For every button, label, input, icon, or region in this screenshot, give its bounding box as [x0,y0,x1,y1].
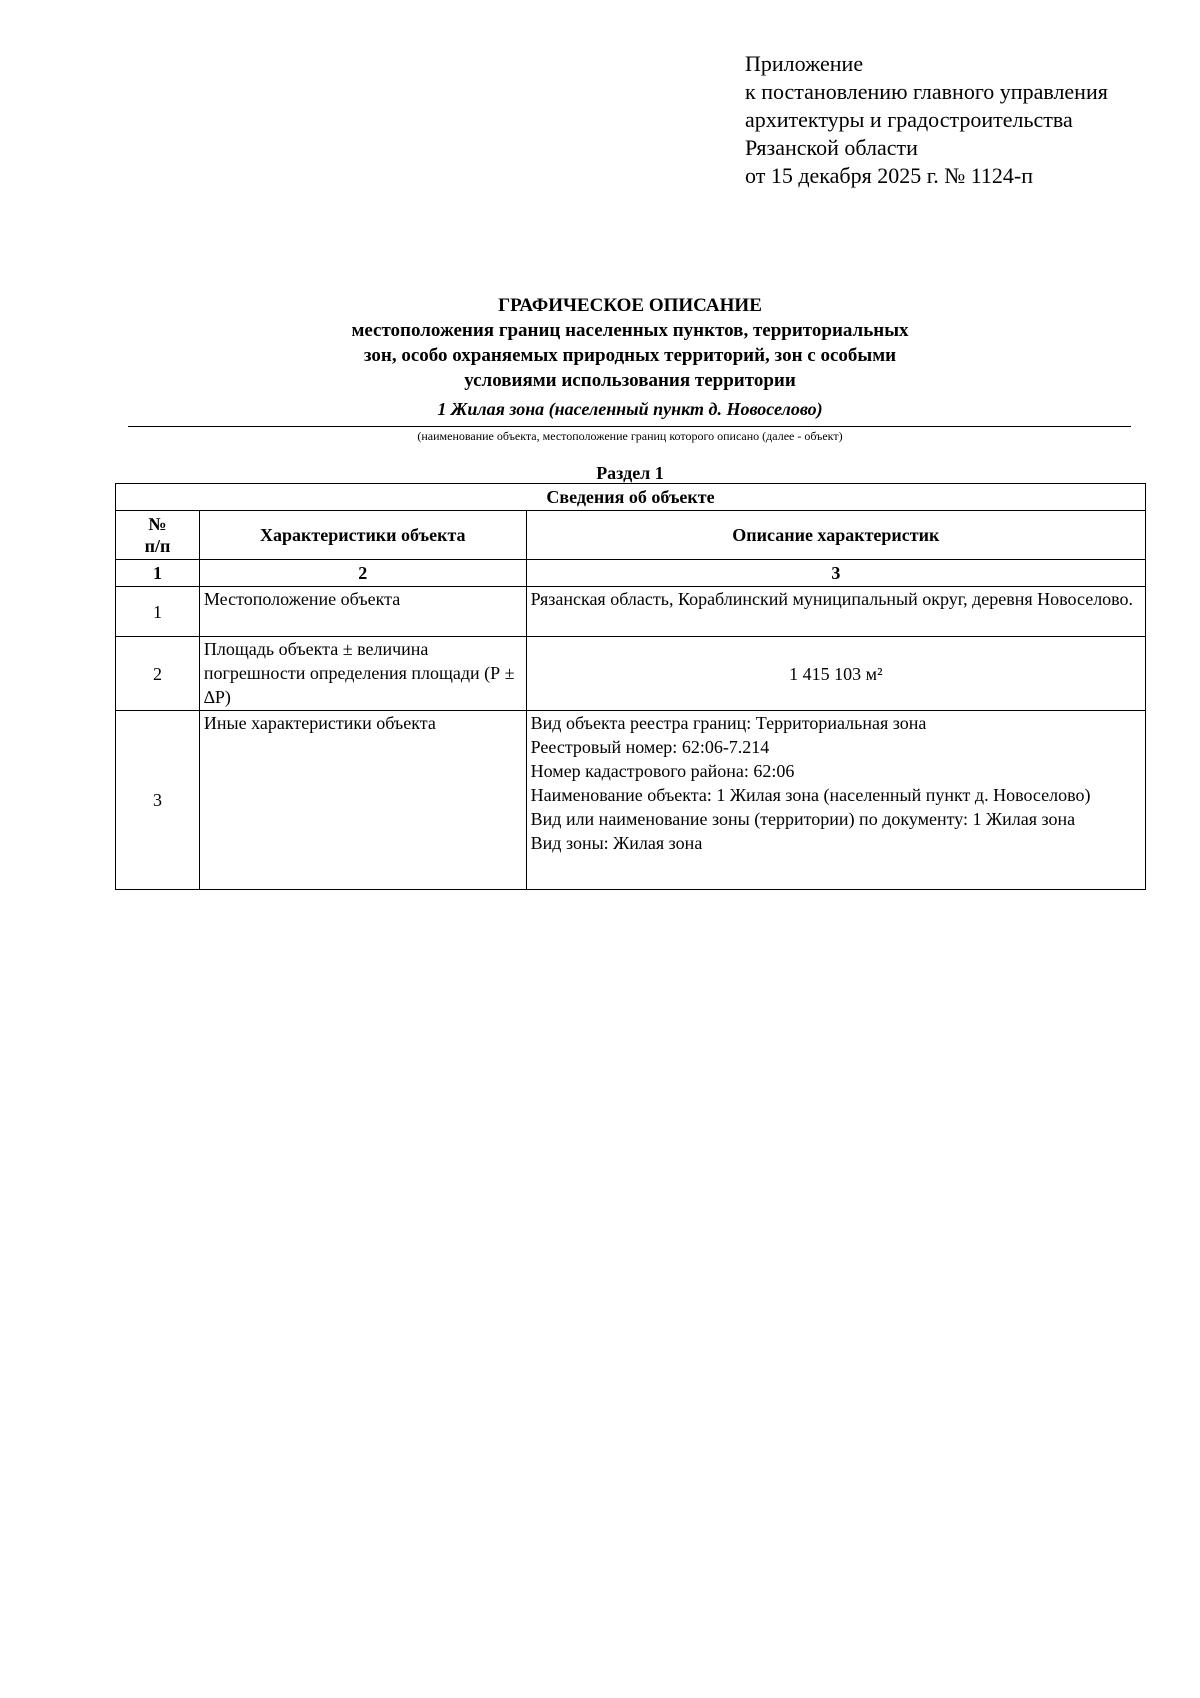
appendix-line: Приложение [745,51,864,76]
column-number: 2 [199,560,526,587]
header-description: Описание характеристик [526,511,1145,560]
description-line: Вид объекта реестра границ: Территориальная зона [530,713,927,733]
document-title: ГРАФИЧЕСКОЕ ОПИСАНИЕ [498,295,762,316]
row-characteristic: Площадь объекта ± величина погрешности определения площади (Р ± ∆Р) [199,637,526,711]
appendix-line: от 15 декабря 2025 г. № 1124-п [745,163,1034,188]
document-subtitle-line: условиями использования территории [464,370,796,391]
description-line: Вид или наименование зоны (территории) по документу: 1 Жилая зона [530,809,1076,829]
row-number: 3 [116,711,200,890]
row-description [526,711,1145,890]
description-line: Реестровый номер: 62:06-7.214 [530,737,770,757]
document-subtitle-line: зон, особо охраняемых природных территорий, зон с особыми [363,345,897,366]
appendix-line: к постановлению главного управления [745,79,1108,104]
object-name-underline [128,426,1131,427]
description-line: Вид зоны: Жилая зона [530,833,703,853]
row-characteristic: Местоположение объекта [199,587,526,637]
area-value: 1 415 103 м² [789,663,883,684]
column-number-row [116,560,1146,587]
header-number: № п/п [116,511,200,560]
section-title: Раздел 1 [596,463,664,483]
header-characteristic: Характеристики объекта [199,511,526,560]
column-number: 3 [526,560,1145,587]
document-title-block [0,294,1200,393]
column-number: 1 [116,560,200,587]
description-line: Номер кадастрового района: 62:06 [530,761,795,781]
row-number: 1 [116,587,200,637]
row-number: 2 [116,637,200,711]
table-row [116,711,1146,890]
object-caption: (наименование объекта, местоположение границ которого описано (далее - объект) [417,429,843,443]
table-title: Сведения об объекте [116,484,1146,511]
table-row [116,587,1146,637]
appendix-line: архитектуры и градостроительства [745,107,1073,132]
row-description [526,637,1145,711]
table-header-row [116,511,1146,560]
table-row [116,637,1146,711]
appendix-line: Рязанской области [745,135,918,160]
description-line: Наименование объекта: 1 Жилая зона (населенный пункт д. Новоселово) [530,785,1091,805]
row-description [526,587,1145,637]
appendix-header [745,50,1108,190]
row-characteristic: Иные характеристики объекта [199,711,526,890]
object-name: 1 Жилая зона (населенный пункт д. Новоселово) [437,399,823,419]
description-line: Рязанская область, Кораблинский муниципальный округ, деревня Новоселово. [530,589,1134,609]
table-title-row [116,484,1146,511]
document-subtitle-line: местоположения границ населенных пунктов, территориальных [351,320,909,341]
object-info-table [115,483,1146,890]
